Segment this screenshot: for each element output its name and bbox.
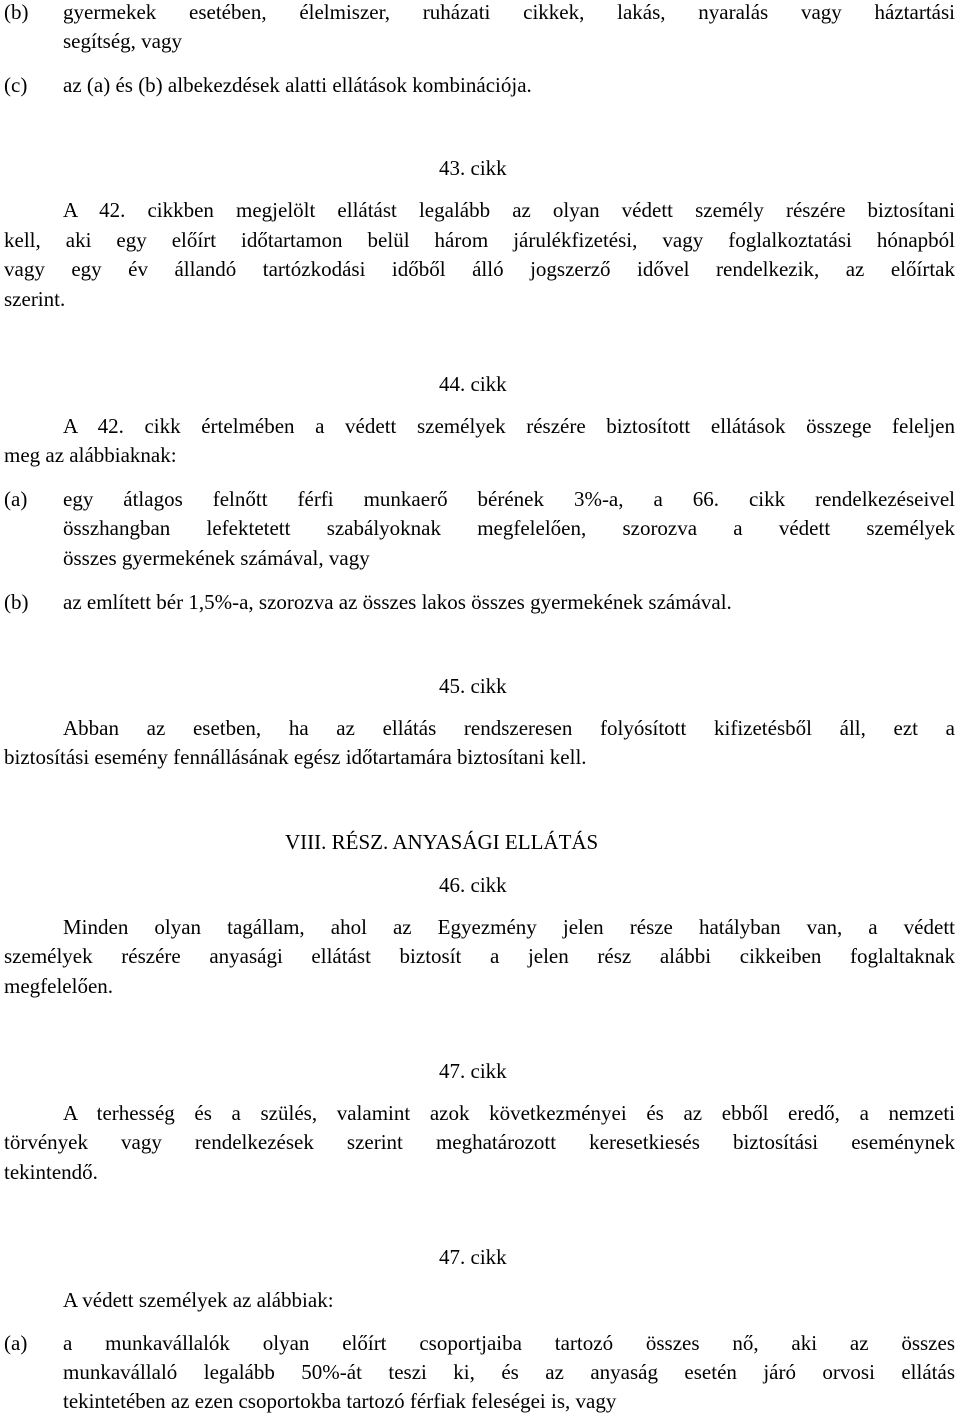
article-43-line-3: vagy egy év állandó tartózkodási időből álló jogszerző idővel rendelkezik, az előírtak bbox=[4, 257, 955, 281]
item-label-b: (b) bbox=[4, 0, 29, 24]
article-46-line-3: megfelelően. bbox=[4, 974, 114, 998]
article-47b-label-a: (a) bbox=[4, 1331, 28, 1355]
item-b-line-2: segítség, vagy bbox=[63, 29, 182, 53]
article-47a-line-1: A terhesség és a szülés, valamint azok következményei és az ebből eredő, a nemzeti bbox=[63, 1101, 955, 1125]
article-47a-heading: 47. cikk bbox=[439, 1059, 507, 1083]
article-46-heading: 46. cikk bbox=[439, 873, 507, 897]
article-43-line-2: kell, aki egy előírt időtartamon belül három járulékfizetési, vagy foglalkoztatási hónapból bbox=[4, 228, 955, 252]
part-8-title: VIII. RÉSZ. ANYASÁGI ELLÁTÁS bbox=[285, 830, 599, 854]
article-43-line-1: A 42. cikkben megjelölt ellátást legalább az olyan védett személy részére biztosítani bbox=[63, 198, 955, 222]
article-44-b-line-1: az említett bér 1,5%-a, szorozva az összes lakos összes gyermekének számával. bbox=[63, 590, 732, 614]
article-44-a-line-2: összhangban lefektetett szabályoknak megfelelően, szorozva a védett személyek bbox=[63, 516, 955, 540]
article-47b-intro: A védett személyek az alábbiak: bbox=[63, 1288, 334, 1312]
article-45-heading: 45. cikk bbox=[439, 674, 507, 698]
article-46-line-2: személyek részére anyasági ellátást biztosít a jelen rész alábbi cikkeiben foglaltaknak bbox=[4, 944, 955, 968]
article-47b-a-line-2: munkavállaló legalább 50%-át teszi ki, és az anyaság esetén járó orvosi ellátás bbox=[63, 1360, 955, 1384]
article-44-line-1: A 42. cikk értelmében a védett személyek részére biztosított ellátások összege feleljen bbox=[63, 414, 955, 438]
article-44-label-b: (b) bbox=[4, 590, 29, 614]
article-44-a-line-1: egy átlagos felnőtt férfi munkaerő bérének 3%-a, a 66. cikk rendelkezéseivel bbox=[63, 487, 955, 511]
article-47b-a-line-1: a munkavállalók olyan előírt csoportjaiba tartozó összes nő, aki az összes bbox=[63, 1331, 955, 1355]
article-45-line-2: biztosítási esemény fennállásának egész időtartamára biztosítani kell. bbox=[4, 745, 587, 769]
article-44-heading: 44. cikk bbox=[439, 372, 507, 396]
item-label-c: (c) bbox=[4, 73, 28, 97]
item-b-line-1: gyermekek esetében, élelmiszer, ruházati cikkek, lakás, nyaralás vagy háztartási bbox=[63, 0, 955, 24]
article-44-a-line-3: összes gyermekének számával, vagy bbox=[63, 546, 370, 570]
article-45-line-1: Abban az esetben, ha az ellátás rendszeresen folyósított kifizetésből áll, ezt a bbox=[63, 716, 955, 740]
article-47a-line-3: tekintendő. bbox=[4, 1160, 98, 1184]
article-43-heading: 43. cikk bbox=[439, 156, 507, 180]
article-44-line-2: meg az alábbiaknak: bbox=[4, 443, 177, 467]
article-44-label-a: (a) bbox=[4, 487, 28, 511]
article-47b-heading: 47. cikk bbox=[439, 1245, 507, 1269]
article-46-line-1: Minden olyan tagállam, ahol az Egyezmény jelen része hatályban van, a védett bbox=[63, 915, 955, 939]
article-43-line-4: szerint. bbox=[4, 287, 66, 311]
article-47a-line-2: törvények vagy rendelkezések szerint meghatározott keresetkiesés biztosítási eseménynek bbox=[4, 1130, 955, 1154]
item-c-line-1: az (a) és (b) albekezdések alatti ellátások kombinációja. bbox=[63, 73, 532, 97]
article-47b-a-line-3: tekintetében az ezen csoportokba tartozó férfiak feleségei is, vagy bbox=[63, 1389, 617, 1413]
